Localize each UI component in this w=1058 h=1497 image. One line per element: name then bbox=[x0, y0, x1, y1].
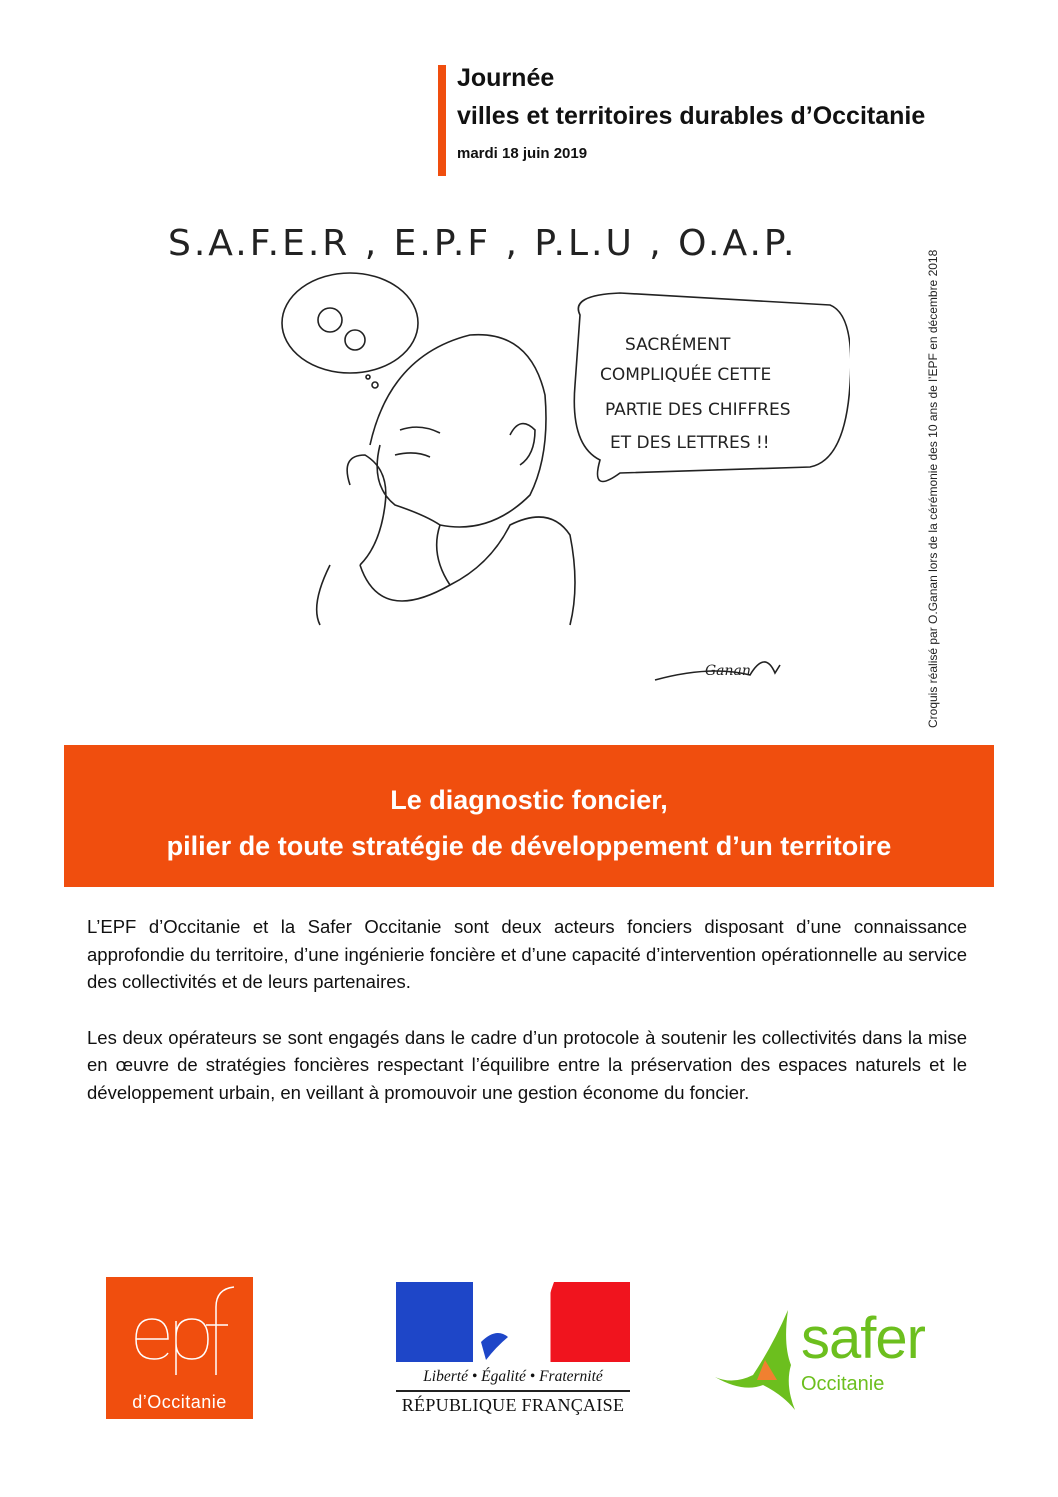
bubble-line-3: PARTIE DES CHIFFRES bbox=[605, 400, 791, 420]
paragraph-1: L’EPF d’Occitanie et la Safer Occitanie sont deux acteurs fonciers disposant d’une connaissance approfondie du territoire, d’une ingénierie foncière et d’une capacité d’intervention opérationnelle au service des collectivités et de leurs partenaires. bbox=[87, 916, 967, 992]
body-text bbox=[87, 913, 967, 1134]
event-title-line1: Journée bbox=[457, 64, 555, 92]
event-header bbox=[457, 60, 925, 172]
accent-bar bbox=[438, 65, 446, 176]
epf-logo bbox=[106, 1277, 253, 1419]
bubble-line-1: SACRÉMENT bbox=[625, 335, 731, 355]
event-date: mardi 18 juin 2019 bbox=[457, 145, 588, 162]
bubble-line-2: COMPLIQUÉE CETTE bbox=[600, 365, 772, 385]
illustration-caption: Croquis réalisé par O.Ganan lors de la cérémonie des 10 ans de l’EPF en décembre 2018 bbox=[926, 249, 940, 728]
safer-logo-sub: Occitanie bbox=[801, 1373, 885, 1395]
tricolor-marianne-icon bbox=[396, 1282, 630, 1362]
headline-banner bbox=[64, 745, 994, 887]
paragraph-2: Les deux opérateurs se sont engagés dans le cadre d’un protocole à soutenir les collectivités dans la mise en œuvre de stratégies foncières respectant l’équilibre entre la préservation des espaces naturels et le développement urbain, en veillant à promouvoir une gestion économe du foncier. bbox=[87, 1026, 967, 1103]
bubble-line-4: ET DES LETTRES !! bbox=[610, 433, 770, 453]
epf-logo-sub: d’Occitanie bbox=[132, 1392, 227, 1412]
safer-logo bbox=[713, 1305, 963, 1415]
headline-line1: Le diagnostic foncier, bbox=[390, 785, 668, 815]
cartoon-top-text: S.A.F.E.R , E.P.F , P.L.U , O.A.P. bbox=[168, 223, 798, 264]
cartoon-illustration bbox=[150, 205, 850, 715]
safer-logo-name: safer bbox=[801, 1306, 925, 1371]
epf-logo-mark bbox=[106, 1277, 253, 1377]
safer-logo-mark bbox=[713, 1305, 808, 1415]
rf-name: RÉPUBLIQUE FRANÇAISE bbox=[401, 1395, 625, 1415]
headline-line2: pilier de toute stratégie de développement d’un territoire bbox=[166, 831, 892, 861]
republique-francaise-logo bbox=[396, 1282, 630, 1422]
rf-motto: Liberté • Égalité • Fraternité bbox=[396, 1368, 630, 1392]
event-title-line2: villes et territoires durables d’Occitanie bbox=[457, 102, 926, 130]
signature: Ganan bbox=[705, 663, 751, 679]
